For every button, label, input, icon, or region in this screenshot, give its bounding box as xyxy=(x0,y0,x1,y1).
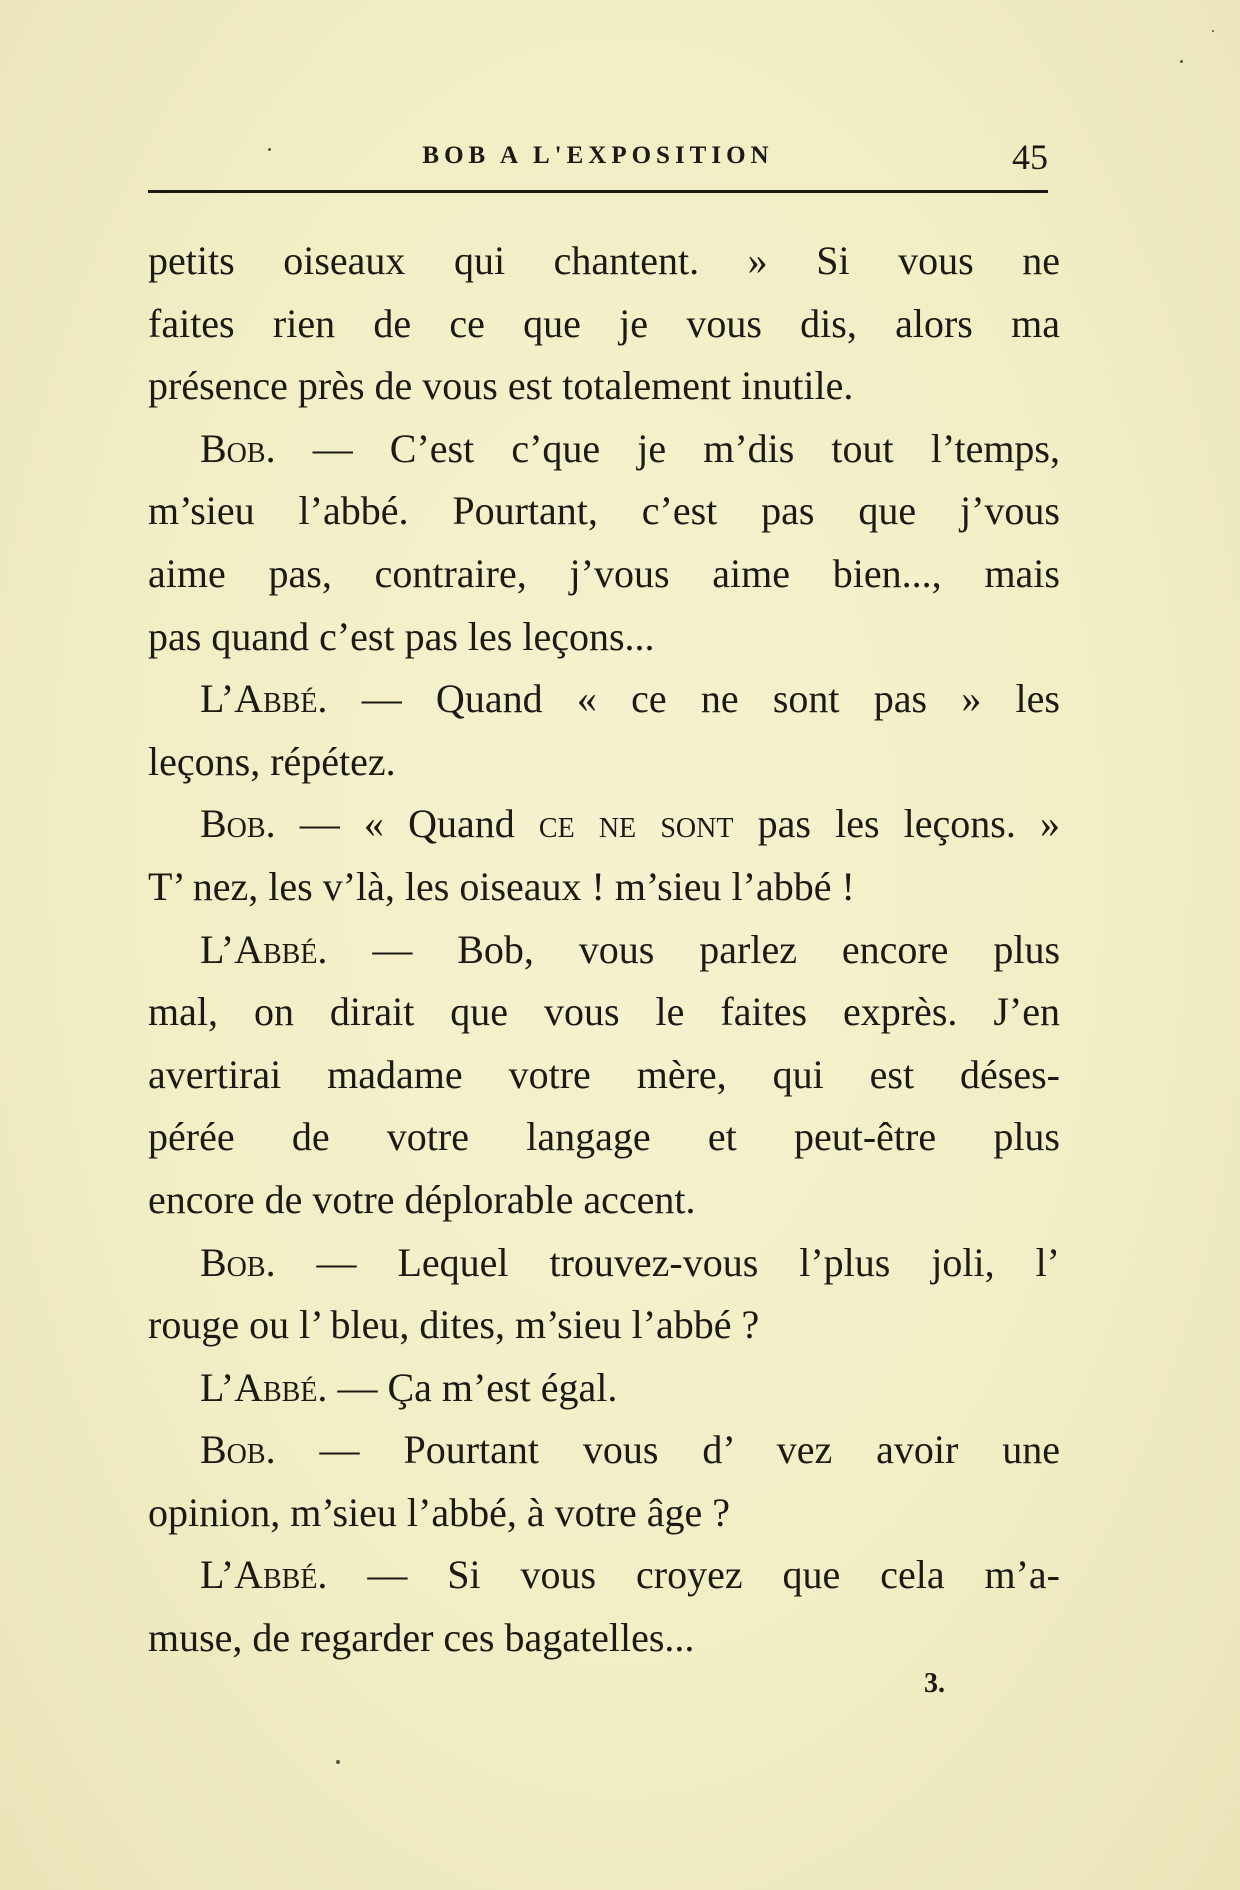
dialogue-line xyxy=(148,793,1060,856)
text-line: avertirai madame votre mère, qui est déses- xyxy=(148,1051,1060,1097)
speaker-name: L’Abbé. xyxy=(200,1364,328,1410)
dialogue-text: — Ça m’est égal. xyxy=(337,1364,618,1410)
page-number: 45 xyxy=(1012,137,1048,177)
speaker-name: Bob. xyxy=(200,1239,276,1285)
text-line: m’sieu l’abbé. Pourtant, c’est pas que j’vous xyxy=(148,488,1060,534)
dialogue-line xyxy=(148,1357,1060,1420)
text-line: faites rien de ce que je vous dis, alors ma xyxy=(148,300,1060,346)
paper-speck xyxy=(268,148,271,151)
speaker-name: Bob. xyxy=(200,1427,276,1473)
dialogue-text: — Si vous croyez que cela m’a- xyxy=(367,1552,1060,1598)
dialogue-line xyxy=(148,1544,1060,1607)
text-line: aime pas, contraire, j’vous aime bien..., mais xyxy=(148,550,1060,596)
dialogue-text: — « Quand xyxy=(299,801,515,847)
running-head xyxy=(148,136,1048,176)
dialogue-line xyxy=(148,1232,1060,1295)
signature-mark: 3. xyxy=(924,1668,945,1699)
text-line: muse, de regarder ces bagatelles... xyxy=(148,1615,695,1661)
running-title: BOB A L'EXPOSITION xyxy=(422,142,774,169)
text-line: opinion, m’sieu l’abbé, à votre âge ? xyxy=(148,1489,731,1535)
dialogue-line xyxy=(148,668,1060,731)
dialogue-text: — C’est c’que je m’dis tout l’temps, xyxy=(312,425,1060,471)
text-line: rouge ou l’ bleu, dites, m’sieu l’abbé ? xyxy=(148,1302,760,1348)
text-line: petits oiseaux qui chantent. » Si vous ne xyxy=(148,238,1060,283)
dialogue-text: — Pourtant vous d’ vez avoir une xyxy=(319,1427,1060,1473)
text-line: encore de votre déplorable accent. xyxy=(148,1176,696,1222)
text-line: pérée de votre langage et peut-être plus xyxy=(148,1114,1060,1160)
text-line: pas quand c’est pas les leçons... xyxy=(148,613,655,659)
text-line: leçons, répétez. xyxy=(148,738,396,784)
paper-speck xyxy=(336,1760,340,1764)
body-text xyxy=(148,230,1060,1670)
emphasis-text: ce ne sont xyxy=(538,801,734,847)
dialogue-text: — Quand « ce ne sont pas » les xyxy=(361,676,1060,722)
dialogue-text: pas les leçons. » xyxy=(757,801,1060,847)
text-line: T’ nez, les v’là, les oiseaux ! m’sieu l’abbé ! xyxy=(148,863,855,909)
dialogue-line xyxy=(148,919,1060,982)
text-line: mal, on dirait que vous le faites exprès. J’en xyxy=(148,989,1060,1035)
speaker-name: Bob. xyxy=(200,425,276,471)
speaker-name: Bob. xyxy=(200,801,276,847)
dialogue-text: — Lequel trouvez-vous l’plus joli, l’ xyxy=(316,1239,1060,1285)
paper-speck xyxy=(1212,30,1214,32)
paper-speck xyxy=(1180,60,1183,63)
speaker-name: L’Abbé. xyxy=(200,926,328,972)
speaker-name: L’Abbé. xyxy=(200,676,328,722)
speaker-name: L’Abbé. xyxy=(200,1552,328,1598)
dialogue-text: — Bob, vous parlez encore plus xyxy=(372,926,1060,972)
header-rule xyxy=(148,190,1048,193)
dialogue-line xyxy=(148,418,1060,481)
dialogue-line xyxy=(148,1419,1060,1482)
text-line: présence près de vous est totalement inutile. xyxy=(148,363,854,409)
